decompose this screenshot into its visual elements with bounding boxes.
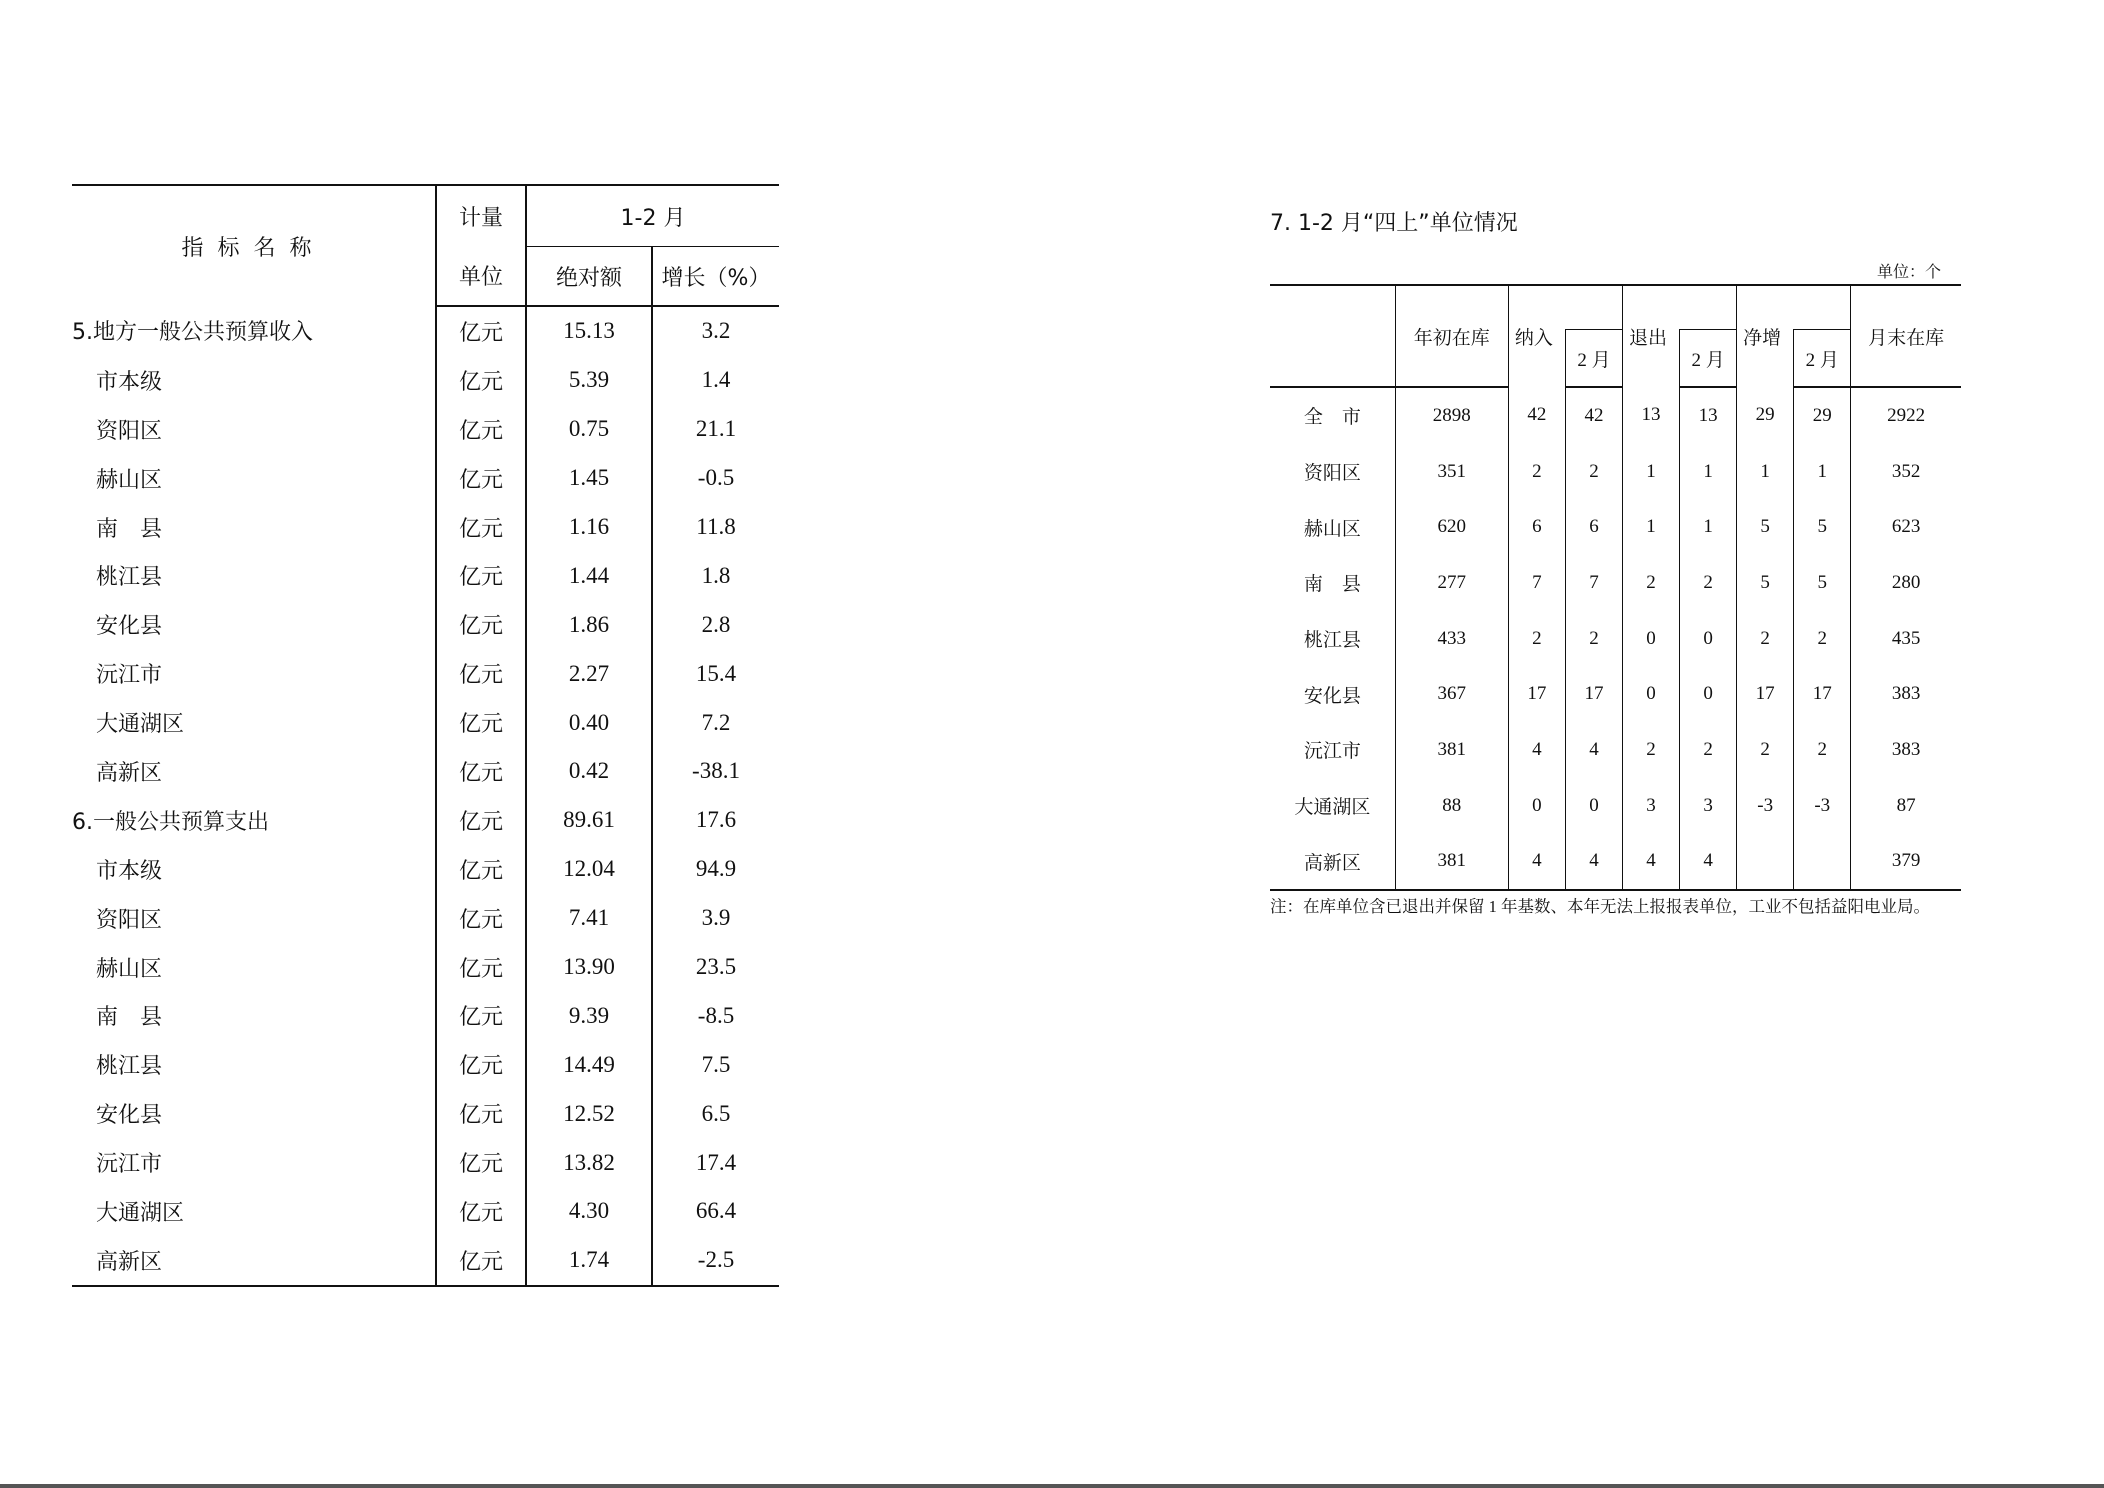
row-unit: 亿元 [436, 1089, 526, 1138]
table-row [72, 796, 779, 845]
row-region: 全 市 [1270, 387, 1395, 444]
row-unit: 亿元 [436, 503, 526, 552]
row-growth: 15.4 [695, 660, 737, 686]
row-exited-feb: 1 [1680, 444, 1737, 500]
row-included: 7 [1508, 555, 1565, 611]
row-name: 赫山区 [72, 454, 436, 503]
row-unit: 亿元 [436, 306, 526, 356]
row-name: 市本级 [72, 845, 436, 894]
start-stock-header: 年初在库 [1395, 285, 1508, 387]
row-exited-feb: 1 [1680, 499, 1737, 555]
row-name: 高新区 [72, 1236, 436, 1286]
row-net-increase: 2 [1737, 611, 1794, 667]
units-table-title: 7. 1-2 月“四上”单位情况 [1270, 211, 1518, 236]
row-included-feb: 0 [1565, 778, 1622, 834]
row-exited: 4 [1622, 834, 1679, 891]
row-included-feb: 7 [1565, 555, 1622, 611]
table-row [1270, 387, 1961, 444]
row-region: 沅江市 [1270, 722, 1395, 778]
row-absolute-amount: 5.39 [526, 356, 652, 405]
row-net-feb: 29 [1794, 387, 1851, 444]
row-net-feb [1794, 834, 1851, 891]
table-row [72, 894, 779, 943]
row-absolute-amount: 1.74 [526, 1236, 652, 1286]
row-exited: 0 [1622, 611, 1679, 667]
row-net-feb: 17 [1794, 666, 1851, 722]
row-included: 4 [1508, 722, 1565, 778]
row-start-stock: 2898 [1395, 387, 1508, 444]
row-included-feb: 17 [1565, 666, 1622, 722]
row-unit: 亿元 [436, 1236, 526, 1286]
table-row [1270, 555, 1961, 611]
row-growth: 6.5 [701, 1100, 731, 1126]
row-included: 2 [1508, 611, 1565, 667]
row-name: 桃江县 [72, 1040, 436, 1089]
row-start-stock: 620 [1395, 499, 1508, 555]
table-row [72, 600, 779, 649]
row-included: 4 [1508, 834, 1565, 891]
row-growth: 7.2 [701, 709, 731, 735]
table-row [1270, 722, 1961, 778]
row-end-stock: 435 [1891, 627, 1921, 649]
row-included: 2 [1508, 444, 1565, 500]
table-row [72, 356, 779, 405]
row-absolute-amount: 13.82 [526, 1138, 652, 1187]
row-net-increase: 5 [1737, 555, 1794, 611]
row-start-stock: 433 [1395, 611, 1508, 667]
net-increase-header: 净增 [1737, 285, 1794, 387]
table-row [1270, 499, 1961, 555]
row-unit: 亿元 [436, 1187, 526, 1236]
table-row [72, 698, 779, 747]
row-absolute-amount: 0.40 [526, 698, 652, 747]
table-row [72, 991, 779, 1040]
row-included-feb: 2 [1565, 611, 1622, 667]
row-growth: 17.6 [695, 807, 737, 833]
row-unit: 亿元 [436, 943, 526, 992]
page-bottom-rule [0, 1484, 2104, 1488]
row-region: 资阳区 [1270, 444, 1395, 500]
table-row [72, 845, 779, 894]
row-net-increase: 2 [1737, 722, 1794, 778]
table-row [72, 454, 779, 503]
row-growth: 3.9 [701, 905, 731, 931]
row-exited: 0 [1622, 666, 1679, 722]
growth-header: 增长（%） [652, 247, 779, 307]
row-name: 5.地方一般公共预算收入 [72, 306, 436, 356]
row-net-increase: 29 [1737, 387, 1794, 444]
row-name: 大通湖区 [72, 698, 436, 747]
net-feb-header: 2 月 [1794, 330, 1851, 388]
row-start-stock: 351 [1395, 444, 1508, 500]
row-growth: 66.4 [695, 1198, 737, 1224]
row-included: 6 [1508, 499, 1565, 555]
exited-header: 退出 [1622, 285, 1679, 387]
row-net-feb: -3 [1794, 778, 1851, 834]
row-start-stock: 277 [1395, 555, 1508, 611]
included-feb-header: 2 月 [1565, 330, 1622, 388]
row-growth: 94.9 [695, 856, 737, 882]
row-growth: 1.4 [701, 367, 731, 393]
row-included-feb: 2 [1565, 444, 1622, 500]
net-spacer [1794, 285, 1851, 330]
units-table-footnote: 注：在库单位含已退出并保留 1 年基数、本年无法上报报表单位，工业不包括益阳电业局。 [1270, 897, 1930, 916]
row-net-increase: -3 [1737, 778, 1794, 834]
row-growth: 3.2 [701, 318, 731, 344]
table-row [1270, 834, 1961, 891]
table-row [72, 306, 779, 356]
row-exited-feb: 0 [1680, 611, 1737, 667]
row-unit: 亿元 [436, 405, 526, 454]
row-exited: 2 [1622, 555, 1679, 611]
row-exited: 3 [1622, 778, 1679, 834]
table-row [72, 943, 779, 992]
row-exited: 13 [1622, 387, 1679, 444]
row-name: 资阳区 [72, 894, 436, 943]
row-region: 大通湖区 [1270, 778, 1395, 834]
row-included-feb: 4 [1565, 722, 1622, 778]
row-included-feb: 6 [1565, 499, 1622, 555]
row-exited-feb: 2 [1680, 555, 1737, 611]
row-absolute-amount: 1.16 [526, 503, 652, 552]
fiscal-table-body [72, 306, 779, 1286]
row-net-feb: 2 [1794, 611, 1851, 667]
row-name: 资阳区 [72, 405, 436, 454]
row-end-stock: 383 [1891, 738, 1921, 760]
row-absolute-amount: 9.39 [526, 991, 652, 1040]
exited-spacer [1680, 285, 1737, 330]
row-end-stock: 2922 [1887, 404, 1926, 426]
row-net-feb: 1 [1794, 444, 1851, 500]
row-unit: 亿元 [436, 356, 526, 405]
row-included-feb: 42 [1565, 387, 1622, 444]
row-name: 桃江县 [72, 551, 436, 600]
row-unit: 亿元 [436, 894, 526, 943]
row-absolute-amount: 0.42 [526, 747, 652, 796]
row-net-feb: 2 [1794, 722, 1851, 778]
row-absolute-amount: 0.75 [526, 405, 652, 454]
row-unit: 亿元 [436, 698, 526, 747]
row-growth: 7.5 [701, 1051, 731, 1077]
table-row [1270, 444, 1961, 500]
row-end-stock: 352 [1891, 460, 1921, 482]
row-start-stock: 381 [1395, 834, 1508, 891]
table-row [72, 1236, 779, 1286]
row-start-stock: 381 [1395, 722, 1508, 778]
enterprise-units-table [1270, 284, 1961, 891]
row-absolute-amount: 14.49 [526, 1040, 652, 1089]
row-unit: 亿元 [436, 600, 526, 649]
row-absolute-amount: 12.52 [526, 1089, 652, 1138]
row-end-stock: 87 [1896, 794, 1916, 816]
row-net-increase [1737, 834, 1794, 891]
row-name: 大通湖区 [72, 1187, 436, 1236]
row-absolute-amount: 15.13 [526, 306, 652, 356]
table-row [72, 1089, 779, 1138]
row-unit: 亿元 [436, 1138, 526, 1187]
row-net-feb: 5 [1794, 499, 1851, 555]
table-row [72, 649, 779, 698]
row-absolute-amount: 4.30 [526, 1187, 652, 1236]
table-row [72, 1138, 779, 1187]
row-growth: -2.5 [652, 1236, 779, 1286]
row-growth: 1.8 [701, 562, 731, 588]
table-row [72, 747, 779, 796]
row-name: 南 县 [72, 991, 436, 1040]
table-row [72, 1040, 779, 1089]
table-row [1270, 778, 1961, 834]
row-growth: -38.1 [692, 758, 740, 784]
row-net-increase: 17 [1737, 666, 1794, 722]
row-unit: 亿元 [436, 1040, 526, 1089]
row-start-stock: 367 [1395, 666, 1508, 722]
absolute-amount-header: 绝对额 [526, 247, 652, 307]
row-unit: 亿元 [436, 551, 526, 600]
row-growth: -0.5 [697, 465, 735, 491]
row-unit: 亿元 [436, 991, 526, 1040]
row-name: 沅江市 [72, 649, 436, 698]
units-table-body [1270, 387, 1961, 890]
row-absolute-amount: 2.27 [526, 649, 652, 698]
indicator-name-header: 指标名称 [72, 185, 436, 306]
row-exited-feb: 0 [1680, 666, 1737, 722]
row-name: 沅江市 [72, 1138, 436, 1187]
row-exited: 1 [1622, 444, 1679, 500]
row-included: 17 [1508, 666, 1565, 722]
period-header: 1-2 月 [526, 185, 779, 247]
exited-feb-header: 2 月 [1680, 330, 1737, 388]
row-absolute-amount: 12.04 [526, 845, 652, 894]
row-growth: 17.4 [695, 1149, 737, 1175]
row-end-stock: 623 [1891, 516, 1921, 538]
row-unit: 亿元 [436, 845, 526, 894]
row-exited: 1 [1622, 499, 1679, 555]
row-name: 6.一般公共预算支出 [72, 796, 436, 845]
row-absolute-amount: 89.61 [526, 796, 652, 845]
row-name: 南 县 [72, 503, 436, 552]
included-header: 纳入 [1508, 285, 1565, 387]
row-region: 南 县 [1270, 555, 1395, 611]
fiscal-budget-table [72, 184, 779, 1287]
row-exited: 2 [1622, 722, 1679, 778]
row-unit: 亿元 [436, 796, 526, 845]
row-growth: 2.8 [701, 611, 731, 637]
row-included: 42 [1508, 387, 1565, 444]
row-unit: 亿元 [436, 454, 526, 503]
units-table-unit-note: 单位：个 [1877, 264, 1942, 281]
row-name: 安化县 [72, 600, 436, 649]
row-region: 桃江县 [1270, 611, 1395, 667]
row-exited-feb: 4 [1680, 834, 1737, 891]
row-absolute-amount: 13.90 [526, 943, 652, 992]
end-stock-header: 月末在库 [1851, 285, 1961, 387]
row-region: 赫山区 [1270, 499, 1395, 555]
row-net-feb: 5 [1794, 555, 1851, 611]
row-included: 0 [1508, 778, 1565, 834]
table-row [1270, 611, 1961, 667]
unit-header-line1: 计量 [436, 185, 526, 247]
row-unit: 亿元 [436, 747, 526, 796]
row-net-increase: 5 [1737, 499, 1794, 555]
included-spacer [1565, 285, 1622, 330]
table-row [72, 405, 779, 454]
region-header [1270, 285, 1395, 387]
row-included-feb: 4 [1565, 834, 1622, 891]
unit-header-line2: 单位 [436, 247, 526, 307]
row-exited-feb: 2 [1680, 722, 1737, 778]
table-row [72, 1187, 779, 1236]
row-region: 安化县 [1270, 666, 1395, 722]
row-growth: 11.8 [696, 514, 736, 539]
row-end-stock: 379 [1851, 834, 1961, 891]
row-exited-feb: 13 [1680, 387, 1737, 444]
row-name: 市本级 [72, 356, 436, 405]
row-growth: 23.5 [695, 954, 737, 980]
table-row [72, 551, 779, 600]
row-absolute-amount: 7.41 [526, 894, 652, 943]
row-growth: 21.1 [695, 416, 737, 442]
row-name: 安化县 [72, 1089, 436, 1138]
row-absolute-amount: 1.44 [526, 551, 652, 600]
row-exited-feb: 3 [1680, 778, 1737, 834]
row-end-stock: 383 [1891, 683, 1921, 705]
table-row [1270, 666, 1961, 722]
row-net-increase: 1 [1737, 444, 1794, 500]
row-absolute-amount: 1.45 [526, 454, 652, 503]
row-absolute-amount: 1.86 [526, 600, 652, 649]
row-region: 高新区 [1270, 834, 1395, 891]
row-name: 高新区 [72, 747, 436, 796]
row-growth: -8.5 [697, 1002, 735, 1028]
row-end-stock: 280 [1891, 571, 1921, 593]
table-row [72, 503, 779, 552]
row-start-stock: 88 [1395, 778, 1508, 834]
row-unit: 亿元 [436, 649, 526, 698]
row-name: 赫山区 [72, 943, 436, 992]
